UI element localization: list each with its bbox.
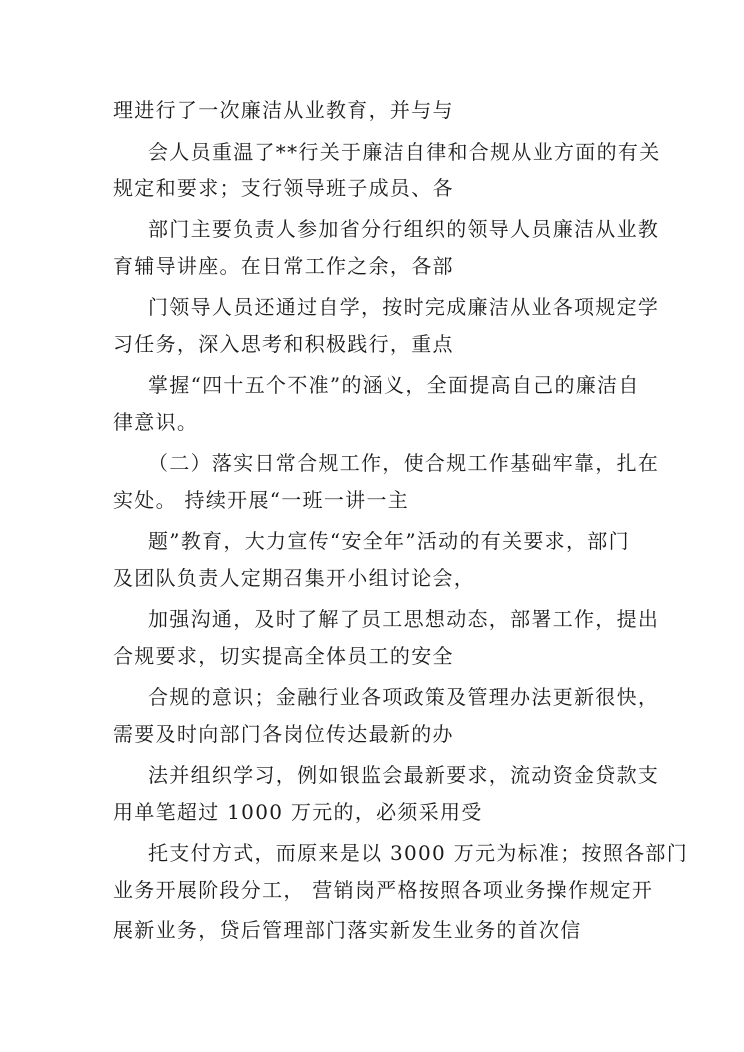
text-line: 会人员重温了**行关于廉洁自律和合规从业方面的有关 <box>148 140 661 164</box>
text-line: 合规的意识；金融行业各项政策及管理办法更新很快， <box>148 685 660 709</box>
text-line: 托支付方式，而原来是以 3000 万元为标准；按照各部门 <box>148 841 689 865</box>
section-heading: （二）落实日常合规工作，使合规工作基础牢靠，扎在 <box>148 451 660 475</box>
text-line: 需要及时向部门各岗位传达最新的办 <box>113 722 454 746</box>
text-line: 及团队负责人定期召集开小组讨论会， <box>113 566 476 590</box>
text-line: 题”教育，大力宣传“安全年”活动的有关要求，部门 <box>148 529 630 553</box>
text-line: 掌握“四十五个不准”的涵义，全面提高自己的廉洁自 <box>148 373 640 397</box>
text-line: 部门主要负责人参加省分行组织的领导人员廉洁从业教 <box>148 217 660 241</box>
text-line: 法并组织学习，例如银监会最新要求，流动资金贷款支 <box>148 763 660 787</box>
text-line: 习任务，深入思考和积极践行，重点 <box>113 332 454 356</box>
text-line: 业务开展阶段分工， 营销岗严格按照各项业务操作规定开 <box>113 878 654 902</box>
text-line: 门领导人员还通过自学，按时完成廉洁从业各项规定学 <box>148 295 660 319</box>
text-line: 育辅导讲座。在日常工作之余，各部 <box>113 254 454 278</box>
text-line: 规定和要求；支行领导班子成员、各 <box>113 176 454 200</box>
text-line: 展新业务，贷后管理部门落实新发生业务的首次信 <box>113 918 582 942</box>
text-line: 用单笔超过 1000 万元的，必须采用受 <box>113 800 483 824</box>
text-line: 律意识。 <box>113 410 199 434</box>
text-line: 理进行了一次廉洁从业教育，并与与 <box>113 98 454 122</box>
text-line: 加强沟通，及时了解了员工思想动态，部署工作，提出 <box>148 607 660 631</box>
text-line: 合规要求，切实提高全体员工的安全 <box>113 644 454 668</box>
text-line: 实处。 持续开展“一班一讲一主 <box>113 488 410 512</box>
